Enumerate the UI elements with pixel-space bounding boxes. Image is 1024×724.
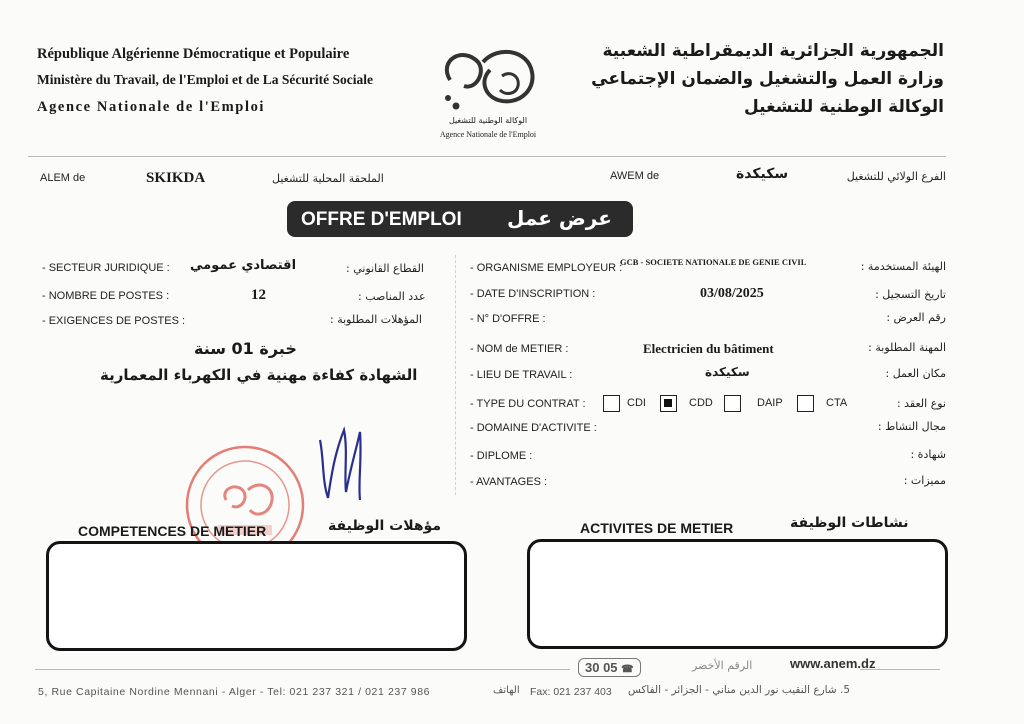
lieu-label: - LIEU DE TRAVAIL : [470, 369, 573, 381]
metier-label: - NOM de METIER : [470, 343, 569, 355]
avantages-label: - AVANTAGES : [470, 476, 548, 488]
banner-title-ar: عرض عمل [507, 206, 612, 230]
logo-caption-ar: الوكالة الوطنية للتشغيل [448, 116, 528, 125]
contrat-label-ar: نوع العقد : [896, 397, 946, 410]
activites-title-fr: ACTIVITES DE METIER [580, 520, 734, 536]
secteur-label: - SECTEUR JURIDIQUE : [42, 262, 170, 274]
competences-title-ar: مؤهلات الوظيفة [328, 518, 442, 534]
header-divider [28, 156, 946, 157]
postes-label: - NOMBRE DE POSTES : [42, 290, 170, 302]
secteur-value: اقتصادي عمومي [190, 258, 297, 273]
competences-title-fr: COMPETENCES DE METIER [78, 523, 267, 539]
green-number-label-ar: الرقم الأخضر [692, 659, 753, 672]
awem-label-ar: الفرع الولائي للتشغيل [846, 170, 946, 183]
avantages-label-ar: مميزات : [903, 474, 946, 487]
alem-label-ar: الملحقة المحلية للتشغيل [272, 172, 384, 185]
address-fr: 5, Rue Capitaine Nordine Mennani - Alger - Tel: 021 237 321 / 021 237 986 [38, 686, 431, 698]
competences-box[interactable] [46, 541, 467, 651]
fax-number: Fax: 021 237 403 [530, 686, 612, 698]
anem-logo-mark [428, 40, 548, 120]
date-label: - DATE D'INSCRIPTION : [470, 288, 596, 300]
alem-label: ALEM de [40, 172, 86, 184]
alem-value: SKIKDA [146, 170, 206, 186]
contrat-label: - TYPE DU CONTRAT : [470, 398, 586, 410]
footer-divider-right [860, 669, 940, 670]
logo-caption-fr: Agence Nationale de l'Emploi [439, 130, 537, 139]
header-fr-line3: Agence Nationale de l'Emploi [37, 99, 266, 115]
column-divider [455, 255, 456, 495]
awem-label: AWEM de [610, 170, 660, 182]
diplome-label-ar: شهادة : [910, 448, 946, 461]
activites-title-ar: نشاطات الوظيفة [790, 515, 909, 531]
contrat-checkbox-cdi[interactable] [603, 395, 620, 412]
metier-label-ar: المهنة المطلوبة : [868, 341, 946, 354]
contrat-option-cdd: CDD [689, 397, 713, 409]
lieu-value: سكيكدة [705, 365, 750, 379]
exigence-line1: خبرة 01 سنة [194, 339, 297, 358]
exigences-label-ar: المؤهلات المطلوبة : [330, 313, 422, 326]
contrat-option-cta: CTA [826, 397, 848, 409]
header-fr-line1: République Algérienne Démocratique et Populaire [37, 46, 350, 62]
green-number [578, 658, 641, 677]
green-number-value: 30 05 [585, 660, 618, 675]
contrat-checkbox-daip[interactable] [724, 395, 741, 412]
domaine-label: - DOMAINE D'ACTIVITE : [470, 422, 597, 434]
lieu-label-ar: مكان العمل : [885, 367, 946, 380]
signature [300, 420, 380, 510]
postes-value: 12 [251, 287, 266, 303]
contrat-option-cdi: CDI [627, 397, 646, 409]
header-ar-line1: الجمهورية الجزائرية الديمقراطية الشعبية [602, 41, 944, 61]
banner-title-fr: OFFRE D'EMPLOI [301, 209, 462, 230]
date-value: 03/08/2025 [700, 286, 764, 301]
postes-label-ar: عدد المناصب : [358, 290, 426, 303]
metier-value: Electricien du bâtiment [643, 341, 774, 356]
header-ar-line3: الوكالة الوطنية للتشغيل [743, 97, 944, 117]
organisme-value: GCB - SOCIETE NATIONALE DE GENIE CIVIL [620, 257, 807, 267]
organisme-label: - ORGANISME EMPLOYEUR : [470, 262, 623, 274]
phone-label-ar: الهاتف [493, 685, 520, 696]
date-label-ar: تاريخ التسجيل : [875, 288, 946, 301]
phone-icon: ☎ [621, 664, 634, 675]
contrat-checkbox-cta[interactable] [797, 395, 814, 412]
header-ar-line2: وزارة العمل والتشغيل والضمان الإجتماعي [591, 69, 944, 89]
header-fr-line2: Ministère du Travail, de l'Emploi et de La Sécurité Sociale [37, 72, 373, 87]
exigence-line2: الشهادة كفاءة مهنية في الكهرباء المعمارية [100, 366, 418, 384]
diplome-label: - DIPLOME : [470, 450, 533, 462]
address-ar: 5. شارع النقيب نور الدين مناني - الجزائر - الفاكس [628, 684, 851, 696]
awem-value: سكيكدة [736, 166, 789, 182]
organisme-label-ar: الهيئة المستخدمة : [860, 260, 946, 273]
exigences-label: - EXIGENCES DE POSTES : [42, 315, 186, 327]
offre-number-label: - N° D'OFFRE : [470, 313, 546, 325]
footer-divider-left [35, 669, 570, 670]
contrat-checkbox-cdd[interactable] [660, 395, 677, 412]
anem-logo [428, 40, 548, 145]
domaine-label-ar: مجال النشاط : [877, 420, 946, 433]
contrat-option-daip: DAIP [757, 397, 783, 409]
website[interactable]: www.anem.dz [790, 656, 876, 671]
offre-number-label-ar: رقم العرض : [886, 311, 946, 324]
secteur-label-ar: القطاع القانوني : [346, 262, 424, 275]
activites-box[interactable] [527, 539, 948, 649]
offre-banner [287, 201, 633, 237]
